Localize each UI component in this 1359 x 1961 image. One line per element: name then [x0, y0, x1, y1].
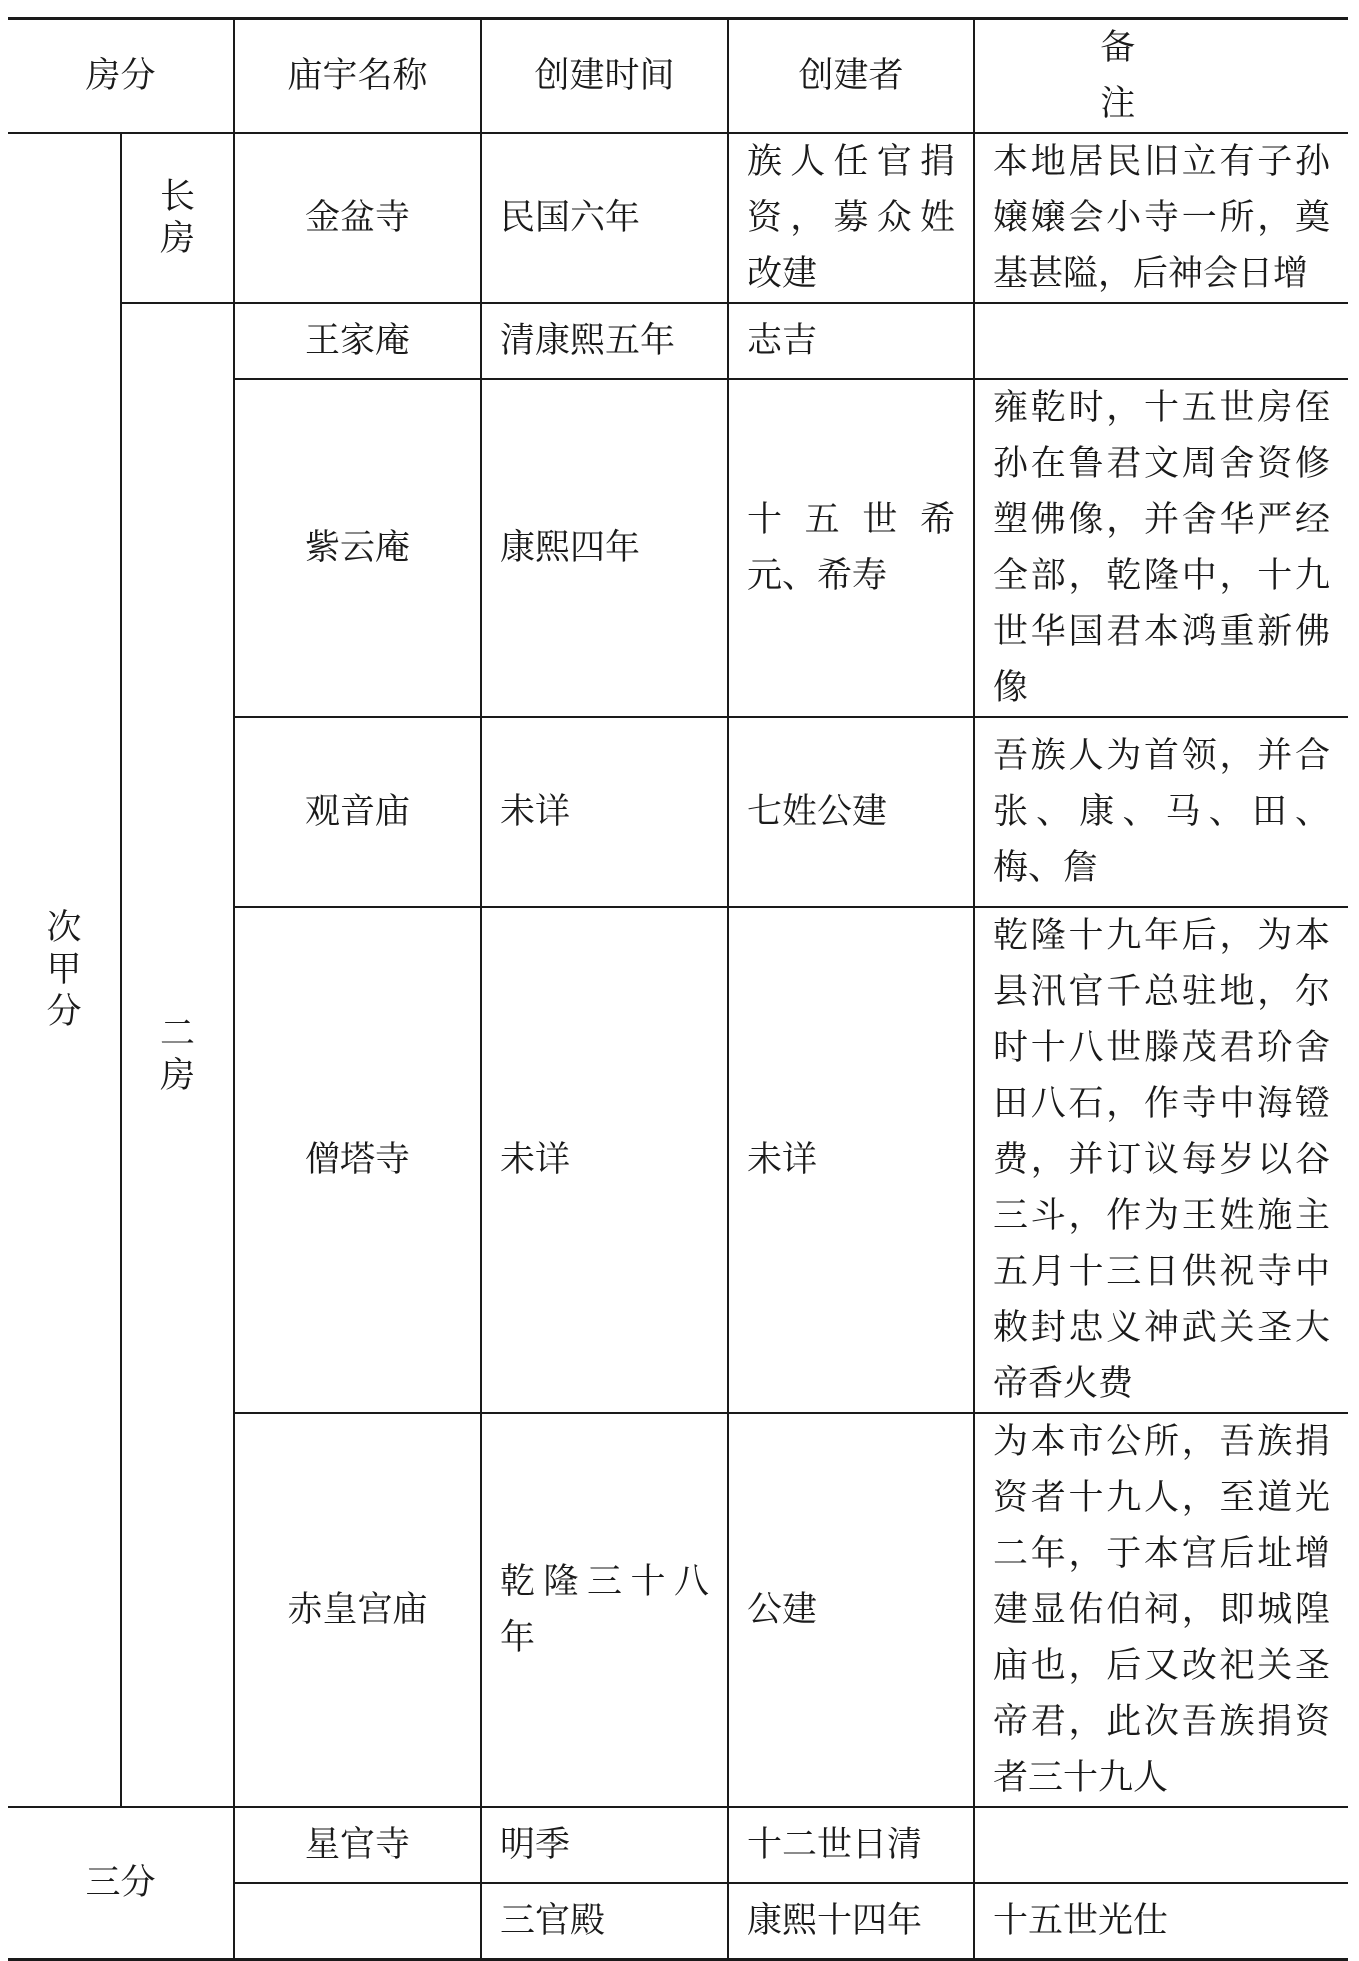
header-note [974, 19, 1348, 134]
builder: 未详 [728, 907, 974, 1413]
build-time: 明季 [481, 1807, 728, 1883]
temple-name: 星官寺 [234, 1807, 481, 1883]
builder: 十二世日清 [728, 1807, 974, 1883]
header-fen: 房分 [8, 19, 234, 134]
temple-name: 金盆寺 [234, 133, 481, 303]
build-time: 民国六年 [481, 133, 728, 303]
group-cijiafen-label: 次甲分 [46, 908, 82, 1032]
group-changfang [121, 133, 234, 303]
build-time: 清康熙五年 [481, 303, 728, 379]
group-erfang-label: 二房 [160, 1014, 196, 1096]
note: 本地居民旧立有子孙嬢嬢会小寺一所，奠基甚隘，后神会日增 [974, 133, 1348, 303]
header-note-text: 备 注 [1100, 28, 1223, 124]
table-row [8, 1807, 1348, 1883]
temple-table [8, 17, 1348, 1961]
header-builder: 创建者 [728, 19, 974, 134]
temple-name: 紫云庵 [234, 379, 481, 717]
header-name: 庙宇名称 [234, 19, 481, 134]
builder: 公建 [728, 1413, 974, 1807]
note: 乾隆十九年后，为本县汛官千总驻地，尔时十八世滕茂君玠舍田八石，作寺中海镫费，并订议每岁以谷三斗，作为王姓施主五月十三日供祝寺中敕封忠义神武关圣大帝香火费 [974, 907, 1348, 1413]
build-time: 乾隆三十八年 [481, 1413, 728, 1807]
temple-name: 观音庙 [234, 717, 481, 907]
temple-name [234, 1883, 481, 1959]
group-sanfen: 三分 [8, 1807, 234, 1959]
builder: 七姓公建 [728, 717, 974, 907]
group-erfang [121, 303, 234, 1807]
temple-name: 僧塔寺 [234, 907, 481, 1413]
note: 为本市公所，吾族捐资者十九人，至道光二年，于本宫后址增建显佑伯祠，即城隍庙也，后又改祀关圣帝君，此次吾族捐资者三十九人 [974, 1413, 1348, 1807]
build-time: 未详 [481, 907, 728, 1413]
build-time: 康熙四年 [481, 379, 728, 717]
header-time: 创建时间 [481, 19, 728, 134]
temple-name: 王家庵 [234, 303, 481, 379]
table-row [8, 133, 1348, 303]
group-changfang-label: 长房 [160, 177, 196, 259]
note: 十五世光仕 [974, 1883, 1348, 1959]
builder: 十五世希元、希寿 [728, 379, 974, 717]
builder: 族人任官捐资，募众姓改建 [728, 133, 974, 303]
note: 吾族人为首领，并合张、康、马、田、梅、詹 [974, 717, 1348, 907]
group-cijiafen [8, 133, 121, 1807]
table-row [8, 303, 1348, 379]
note: 雍乾时，十五世房侄孙在鲁君文周舍资修塑佛像，并舍华严经全部，乾隆中，十九世华国君本鸿重新佛像 [974, 379, 1348, 717]
temple-name: 赤皇宫庙 [234, 1413, 481, 1807]
note [974, 1807, 1348, 1883]
header-row [8, 19, 1348, 134]
builder: 志吉 [728, 303, 974, 379]
builder: 康熙十四年 [728, 1883, 974, 1959]
build-time: 未详 [481, 717, 728, 907]
note [974, 303, 1348, 379]
build-time: 三官殿 [481, 1883, 728, 1959]
